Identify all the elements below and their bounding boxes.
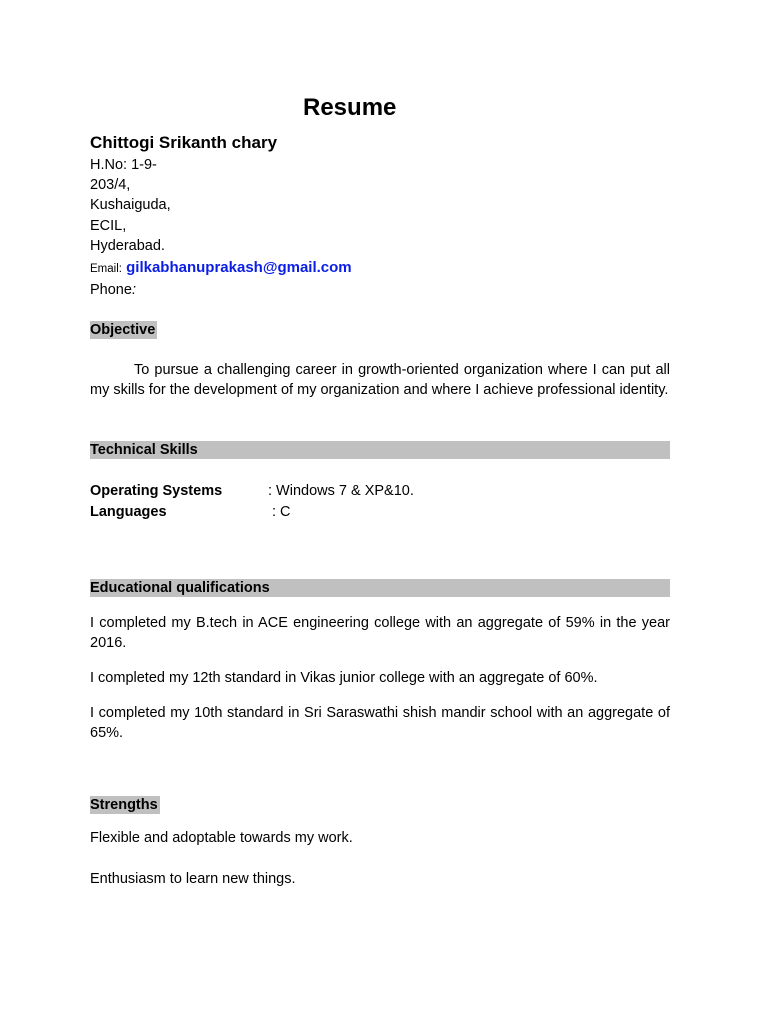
phone-row [90,280,136,300]
email-label: Email: [90,263,122,275]
address-line: Hyderabad. [90,237,165,254]
education-item: I completed my 12th standard in Vikas junior college with an aggregate of 60%. [90,670,598,686]
applicant-name: Chittogi Srikanth chary [90,133,278,152]
address-line: 203/4, [90,177,131,194]
objective-text [90,360,670,400]
email-row [90,258,352,279]
email-link[interactable]: gilkabhanuprakash@gmail.com [126,259,352,276]
document-title: Resume [303,94,397,121]
address-block [90,155,171,256]
education-item: I completed my 10th standard in Sri Saraswathi shish mandir school with an aggregate of 65%. [90,705,670,741]
strength-item: Enthusiasm to learn new things. [90,871,296,887]
education-item: I completed my B.tech in ACE engineering college with an aggregate of 59% in the year 2016. [90,615,670,651]
skill-value-languages: : C [272,504,291,520]
address-line: H.No: 1-9- [90,157,157,173]
skill-label-operating-systems: Operating Systems [90,483,223,499]
phone-colon: : [131,282,136,298]
education-heading: Educational qualifications [90,579,670,597]
phone-label: Phone [90,282,132,298]
address-line: ECIL, [90,217,127,234]
strength-item: Flexible and adoptable towards my work. [90,830,353,846]
skill-label-languages: Languages [90,504,167,520]
address-line: Kushaiguda, [90,197,171,214]
strengths-heading: Strengths [90,797,158,813]
objective-paragraph: To pursue a challenging career in growth-oriented organization where I can put all my skills for the development of my organization and where I achieve professional identity. [90,362,670,398]
objective-heading: Objective [90,322,156,338]
skill-value-operating-systems: : Windows 7 & XP&10. [268,483,414,499]
technical-skills-heading: Technical Skills [90,441,670,459]
